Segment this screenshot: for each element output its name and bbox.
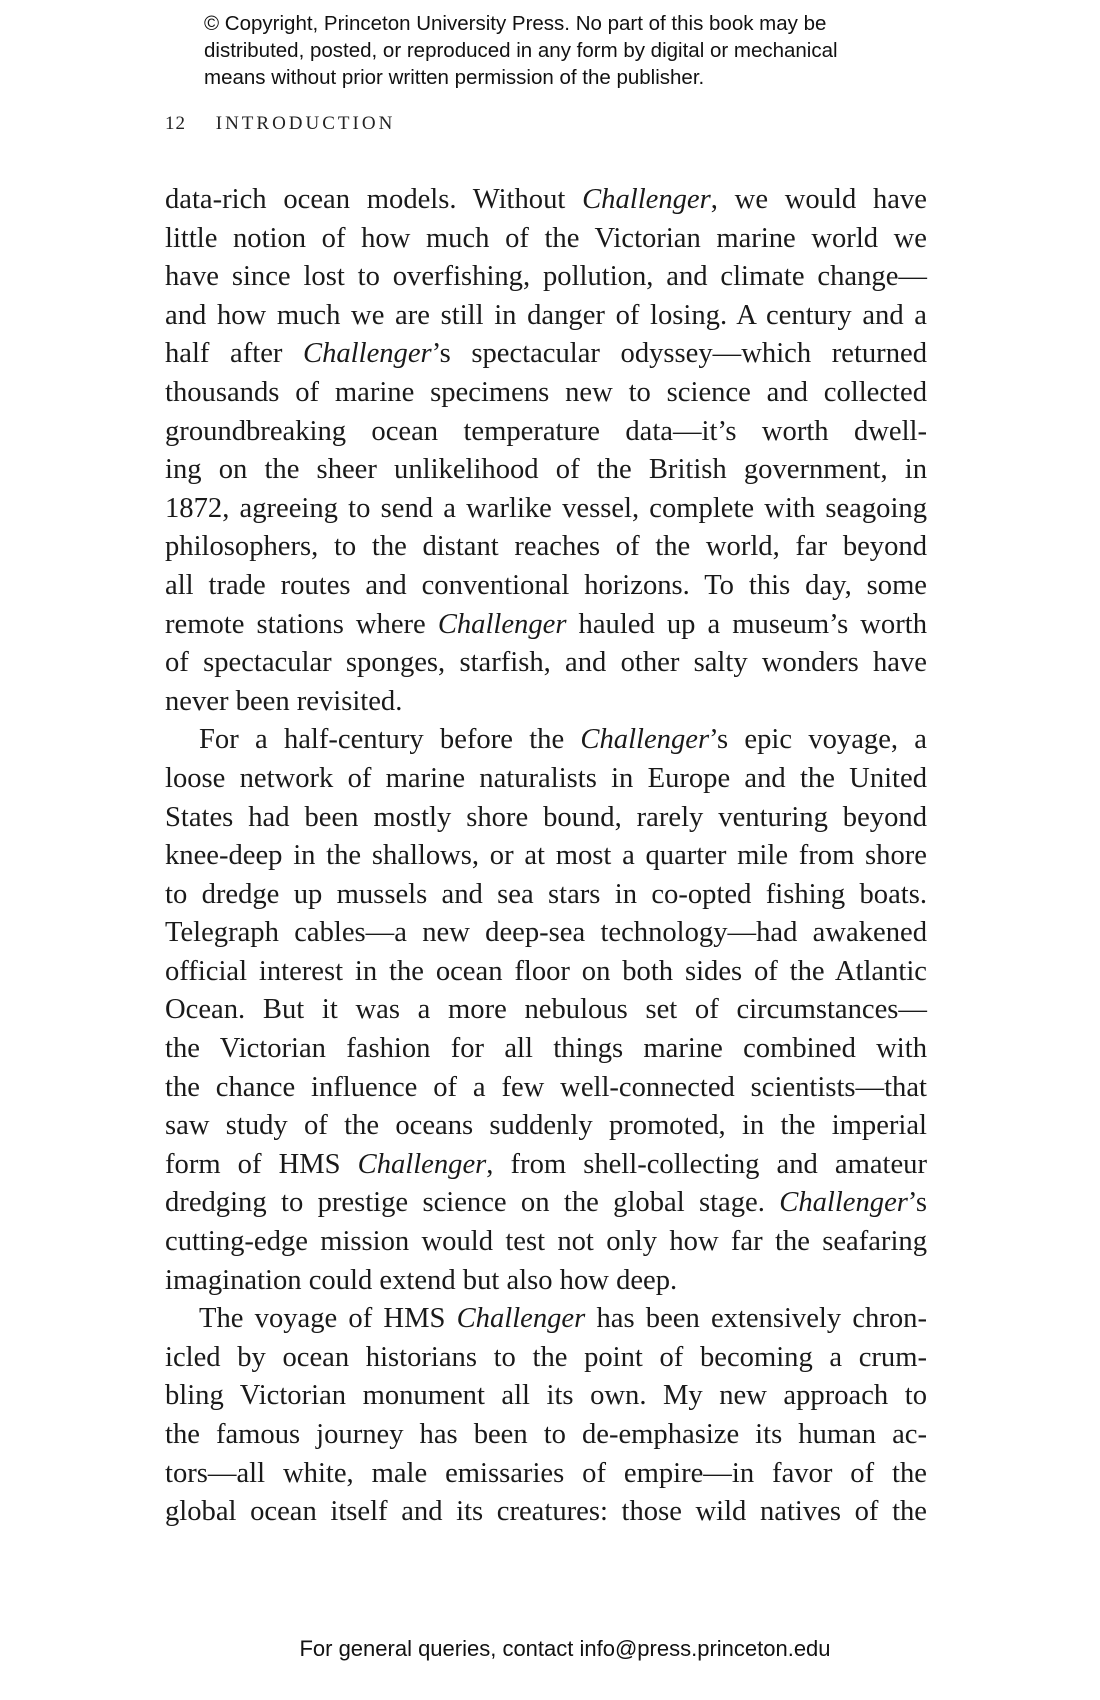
text-line: tors—all white, male emissaries of empire—in favor of the	[165, 1457, 927, 1489]
text-line: saw study of the oceans suddenly promoted, in the imperial	[165, 1110, 927, 1142]
text-line: the chance influence of a few well-connected scientists—that	[165, 1071, 927, 1103]
text-line: loose network of marine naturalists in Europe and the United	[165, 762, 927, 794]
text-line: the Victorian fashion for all things marine combined with	[165, 1033, 927, 1065]
text-line: The voyage of HMS Challenger has been extensively chron-	[199, 1303, 927, 1335]
text-line: imagination could extend but also how deep.	[165, 1264, 678, 1296]
copyright-line-1: © Copyright, Princeton University Press. No part of this book may be	[204, 12, 827, 35]
text-line: 1872, agreeing to send a warlike vessel, complete with seagoing	[165, 492, 927, 524]
section-title: INTRODUCTION	[215, 113, 396, 134]
copyright-line-3: means without prior written permission of the publisher.	[204, 66, 705, 89]
text-line: For a half-century before the Challenger’s epic voyage, a	[199, 724, 927, 756]
text-line: dredging to prestige science on the global stage. Challenger’s	[165, 1187, 927, 1219]
text-line: the famous journey has been to de-emphasize its human ac-	[165, 1419, 927, 1450]
text-line: remote stations where Challenger hauled up a museum’s worth	[165, 608, 927, 640]
text-line: all trade routes and conventional horizons. To this day, some	[165, 569, 927, 601]
text-line: philosophers, to the distant reaches of the world, far beyond	[165, 531, 927, 563]
text-line: data-rich ocean models. Without Challenger, we would have	[165, 184, 927, 215]
running-head	[165, 113, 395, 135]
text-line: icled by ocean historians to the point of becoming a crum-	[165, 1341, 927, 1373]
body-text	[165, 181, 927, 1532]
text-line: global ocean itself and its creatures: those wild natives of the	[165, 1496, 927, 1528]
text-line: knee-deep in the shallows, or at most a quarter mile from shore	[165, 840, 927, 872]
text-line: Telegraph cables—a new deep-sea technology—had awakened	[165, 917, 927, 949]
text-line: never been revisited.	[165, 685, 403, 717]
text-line: groundbreaking ocean temperature data—it’s worth dwell-	[165, 415, 927, 447]
text-line: ing on the sheer unlikelihood of the British government, in	[165, 454, 927, 486]
text-line: half after Challenger’s spectacular odyssey—which returned	[165, 338, 927, 370]
text-line: of spectacular sponges, starfish, and other salty wonders have	[165, 647, 927, 679]
text-line: Ocean. But it was a more nebulous set of circumstances—	[165, 994, 927, 1026]
copyright-notice	[204, 10, 964, 91]
text-line: form of HMS Challenger, from shell-collecting and amateur	[165, 1148, 927, 1180]
text-line: have since lost to overfishing, pollution, and climate change—	[165, 261, 927, 293]
text-line: official interest in the ocean floor on both sides of the Atlantic	[165, 955, 927, 987]
text-line: bling Victorian monument all its own. My new approach to	[165, 1380, 927, 1412]
text-line: States had been mostly shore bound, rarely venturing beyond	[165, 801, 927, 833]
copyright-line-2: distributed, posted, or reproduced in any form by digital or mechanical	[204, 39, 838, 62]
text-line: and how much we are still in danger of losing. A century and a	[165, 299, 927, 331]
page-number: 12	[165, 113, 186, 134]
text-line: thousands of marine specimens new to science and collected	[165, 376, 927, 408]
text-line: little notion of how much of the Victorian marine world we	[165, 222, 927, 254]
text-line: cutting-edge mission would test not only how far the seafaring	[165, 1226, 927, 1258]
text-line: to dredge up mussels and sea stars in co-opted fishing boats.	[165, 878, 927, 910]
footer-contact-text: For general queries, contact info@press.princeton.edu	[299, 1636, 831, 1661]
footer	[0, 1636, 1100, 1662]
